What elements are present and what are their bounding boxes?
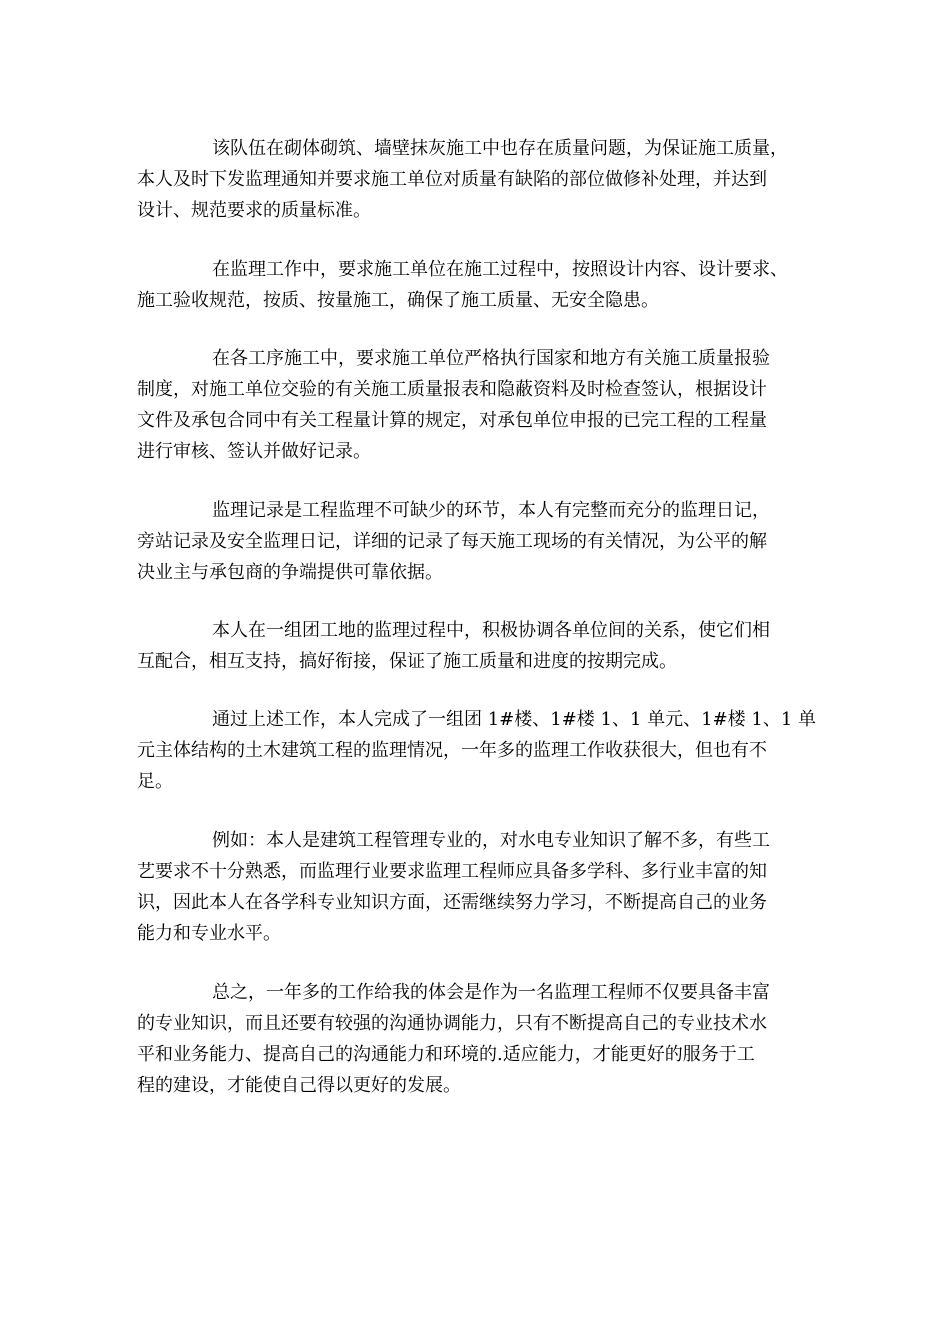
paragraph-line: 总之，一年多的工作给我的体会是作为一名监理工程师不仅要具备丰富 [212,982,770,1003]
paragraph-line: 平和业务能力、提高自己的沟通能力和环境的.适应能力，才能更好的服务于工 [137,1044,755,1065]
paragraph-line: 该队伍在砌体砌筑、墙壁抹灰施工中也存在质量问题，为保证施工质量， [212,138,788,159]
paragraph-line: 本人在一组团工地的监理过程中，积极协调各单位间的关系，使它们相 [212,620,770,641]
paragraph-line: 能力和专业水平。 [137,923,281,944]
paragraph-line: 足。 [137,771,173,792]
paragraph-line: 在各工序施工中，要求施工单位严格执行国家和地方有关施工质量报验 [212,348,770,369]
paragraph-line: 互配合，相互支持，搞好衔接，保证了施工质量和进度的按期完成。 [137,651,677,672]
paragraph-line: 在监理工作中，要求施工单位在施工过程中，按照设计内容、设计要求、 [212,259,788,280]
paragraph-1 [137,133,817,226]
paragraph-line: 进行审核、签认并做好记录。 [137,441,371,462]
paragraph-line: 制度，对施工单位交验的有关施工质量报表和隐蔽资料及时检查签认，根据设计 [137,379,767,400]
paragraph-line: 本人及时下发监理通知并要求施工单位对质量有缺陷的部位做修补处理，并达到 [137,169,767,190]
paragraph-line: 决业主与承包商的争端提供可靠依据。 [137,562,443,583]
paragraph-8 [137,977,817,1101]
paragraph-3 [137,343,817,467]
paragraph-line: 监理记录是工程监理不可缺少的环节，本人有完整而充分的监理日记， [212,500,770,521]
paragraph-7 [137,825,817,949]
paragraph-line: 识，因此本人在各学科专业知识方面，还需继续努力学习，不断提高自己的业务 [137,892,767,913]
paragraph-2 [137,254,817,316]
paragraph-line: 旁站记录及安全监理日记，详细的记录了每天施工现场的有关情况，为公平的解 [137,531,767,552]
paragraph-line: 程的建设，才能使自己得以更好的发展。 [137,1075,461,1096]
paragraph-line: 通过上述工作，本人完成了一组团 1#楼、1#楼 1、1 单元、1#楼 1、1 单 [212,709,817,730]
paragraph-line: 设计、规范要求的质量标准。 [137,200,371,221]
paragraph-line: 元主体结构的土木建筑工程的监理情况，一年多的监理工作收获很大，但也有不 [137,740,767,761]
paragraph-line: 的专业知识，而且还要有较强的沟通协调能力，只有不断提高自己的专业技术水 [137,1013,767,1034]
paragraph-line: 艺要求不十分熟悉，而监理行业要求监理工程师应具备多学科、多行业丰富的知 [137,861,767,882]
paragraph-5 [137,615,817,677]
paragraph-6 [137,704,817,797]
paragraph-line: 施工验收规范，按质、按量施工，确保了施工质量、无安全隐患。 [137,290,659,311]
paragraph-4 [137,495,817,588]
paragraph-line: 例如：本人是建筑工程管理专业的，对水电专业知识了解不多，有些工 [212,830,770,851]
paragraph-line: 文件及承包合同中有关工程量计算的规定，对承包单位申报的已完工程的工程量 [137,410,767,431]
